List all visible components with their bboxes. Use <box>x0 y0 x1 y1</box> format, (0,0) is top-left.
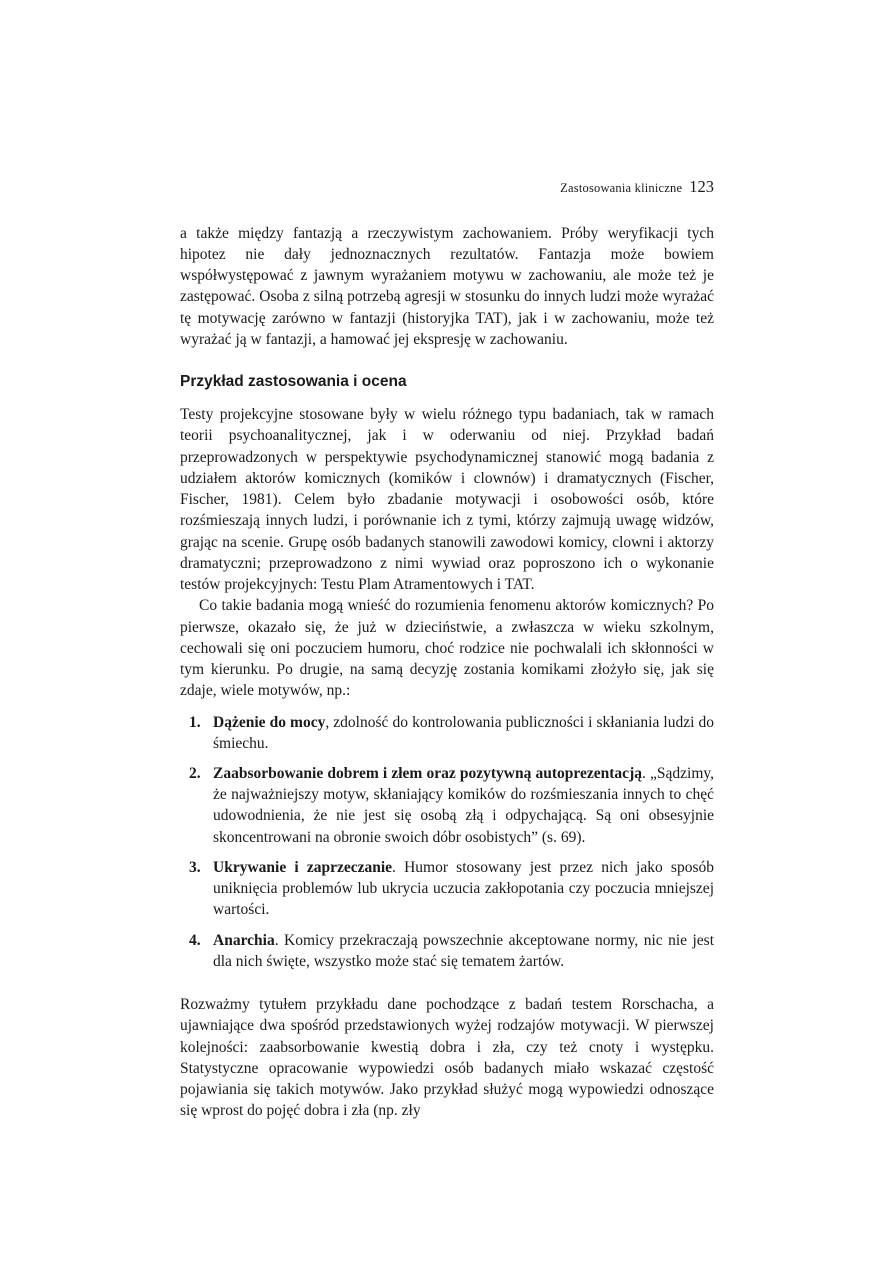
page-header <box>180 176 714 199</box>
paragraph-questions: Co takie badania mogą wnieść do rozumienia fenomenu aktorów komicznych? Po pierwsze, okazało się, że już w dzieciństwie, a zwłaszcza w wieku szkolnym, cechowali się oni poczuciem humoru, choć rodzice nie pochwalali ich skłonności w tym kierunku. Po drugie, na samą decyzję zostania komikami złożyło się, jak się zdaje, wiele motywów, np.: <box>180 597 714 700</box>
list-item <box>180 712 714 754</box>
paragraph-intro: Testy projekcyjne stosowane były w wielu różnego typu badaniach, tak w ramach teorii psychoanalitycznej, jak i w oderwaniu od niej. Przykład badań przeprowadzonych w perspektywie psychodynamicznej stanowić mogą badania z udziałem aktorów komicznych (komików i clownów) i dramatycznych (Fischer, Fischer, 1981). Celem było zbadanie motywacji i osobowości osób, które rozśmieszają innych ludzi, i porównanie ich z tymi, którzy zajmują uwagę widzów, grając na scenie. Grupę osób badanych stanowili zawodowi komicy, clowni i aktorzy dramatyczni; przeprowadzono z nimi wywiad oraz poproszono ich o wykonanie testów projekcyjnych: Testu Plam Atramentowych i TAT. <box>180 406 714 594</box>
list-term: Anarchia <box>213 931 275 949</box>
list-item <box>180 930 714 972</box>
list-item <box>180 763 714 848</box>
numbered-list <box>180 712 714 973</box>
section-heading: Przykład zastosowania i ocena <box>180 373 407 390</box>
running-title: Zastosowania kliniczne <box>560 181 683 195</box>
text-block <box>180 176 714 1122</box>
list-number: 1. <box>189 713 201 731</box>
list-term: Dążenie do mocy <box>213 713 326 731</box>
page-number: 123 <box>689 177 714 196</box>
list-body: . „Sądzimy, że najważniejszy motyw, skłaniający komików do rozśmieszania innych to chęć udowodnienia, że nie jest się osobą złą i odpychającą. Są oni obsesyjnie skoncentrowani na obronie swoich dóbr osobistych” (s. 69). <box>213 764 714 846</box>
list-number: 4. <box>189 931 201 949</box>
list-term: Ukrywanie i zaprzeczanie <box>213 858 393 876</box>
list-item-text <box>213 712 714 754</box>
paragraph-closing: Rozważmy tytułem przykładu dane pochodzące z badań testem Rorschacha, a ujawniające dwa spośród przedstawionych wyżej rodzajów motywacji. W pierwszej kolejności: zaabsorbowanie kwestią dobra i zła, czy też cnoty i występku. Statystyczne opracowanie wypowiedzi osób badanych miało wskazać częstość pojawiania się takich motywów. Jako przykład służyć mogą wypowiedzi odnoszące się wprost do pojęć dobra i zła (np. zły <box>180 996 714 1120</box>
list-item-text <box>213 930 714 972</box>
list-number: 2. <box>189 764 201 782</box>
list-term: Zaabsorbowanie dobrem i złem oraz pozytywną autoprezentacją <box>213 764 642 782</box>
paragraph-continuation: a także między fantazją a rzeczywistym zachowaniem. Próby weryfikacji tych hipotez nie dały jednoznacznych rezultatów. Fantazja może bowiem współwystępować z jawnym wyrażaniem motywu w zachowaniu, ale może też je zastępować. Osoba z silną potrzebą agresji w stosunku do innych ludzi może wyrażać tę motywację zarówno w fantazji (historyjka TAT), jak i w zachowaniu, może też wyrażać ją w fantazji, a hamować jej ekspresję w zachowaniu. <box>180 224 714 348</box>
list-item-text <box>213 763 714 848</box>
list-body: . Komicy przekraczają powszechnie akceptowane normy, nic nie jest dla nich święte, wszystko może stać się tematem żartów. <box>213 931 714 970</box>
list-number: 3. <box>189 858 201 876</box>
list-item-text <box>213 857 714 921</box>
list-body: . Humor stosowany jest przez nich jako sposób uniknięcia problemów lub ukrycia uczucia zakłopotania czy poczucia mniejszej wartości. <box>213 858 714 919</box>
list-body: , zdolność do kontrolowania publiczności i skłaniania ludzi do śmiechu. <box>213 713 714 752</box>
list-item <box>180 857 714 921</box>
